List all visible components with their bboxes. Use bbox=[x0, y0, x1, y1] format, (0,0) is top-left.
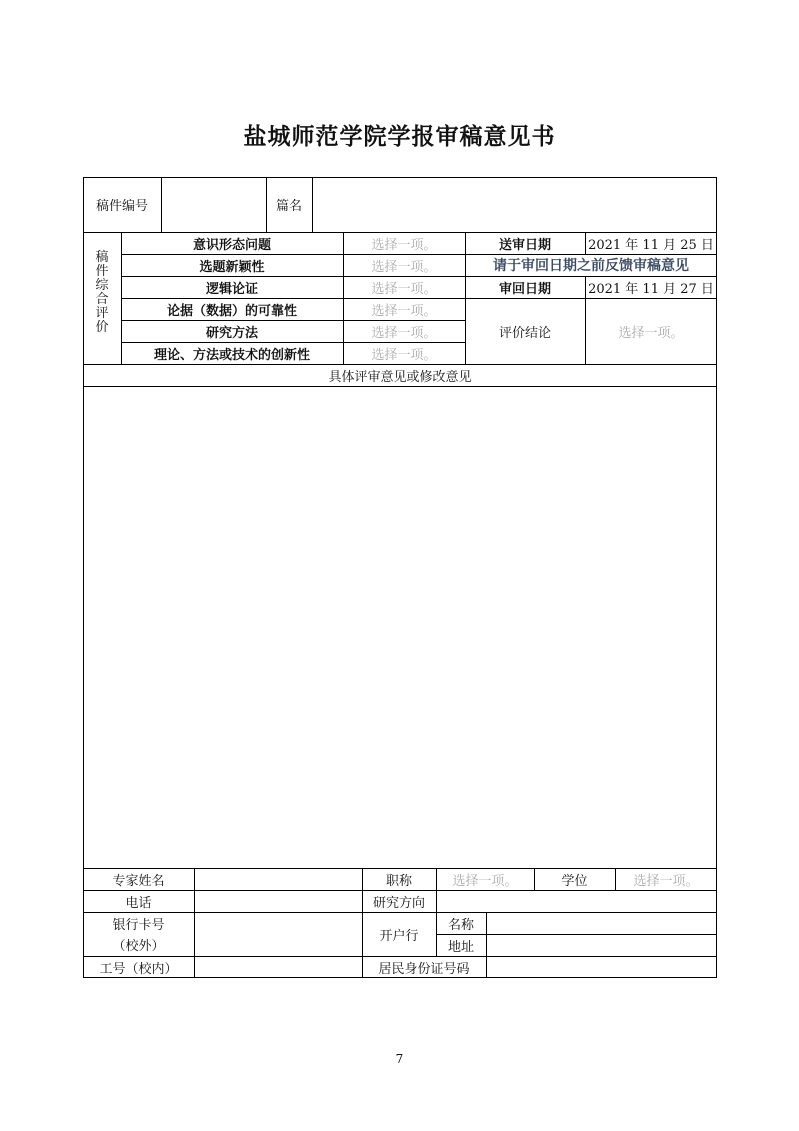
bank-name-input[interactable] bbox=[486, 912, 717, 934]
article-title-input[interactable] bbox=[312, 177, 717, 232]
article-title-label: 篇名 bbox=[275, 199, 302, 214]
bank-label: 开户行 bbox=[379, 928, 419, 944]
conclusion-select[interactable]: 选择一项。 bbox=[618, 325, 684, 341]
expert-name-input[interactable] bbox=[194, 868, 362, 890]
phone-input[interactable] bbox=[194, 890, 362, 912]
page-number: 7 bbox=[395, 1052, 404, 1066]
bank-address-label: 地址 bbox=[447, 939, 474, 955]
id-number-input[interactable] bbox=[486, 956, 717, 978]
bank-card-sublabel: （校外） bbox=[112, 938, 165, 954]
comments-label: 具体评审意见或修改意见 bbox=[328, 369, 472, 385]
page-title: 盐城师范学院学报审稿意见书 bbox=[243, 124, 556, 150]
send-date-value[interactable]: 2021 年 11 月 25 日 bbox=[588, 237, 714, 253]
conclusion-label: 评价结论 bbox=[498, 325, 551, 341]
degree-select[interactable]: 选择一项。 bbox=[633, 873, 699, 889]
phone-label: 电话 bbox=[125, 895, 152, 911]
return-date-label: 审回日期 bbox=[498, 281, 551, 297]
bank-card-input[interactable] bbox=[194, 912, 362, 956]
manuscript-no-input[interactable] bbox=[161, 177, 266, 232]
bank-address-input[interactable] bbox=[486, 934, 717, 956]
staff-no-input[interactable] bbox=[194, 956, 362, 978]
bank-card-label: 银行卡号 bbox=[112, 917, 165, 933]
eval-item-select[interactable]: 选择一项。 bbox=[371, 303, 437, 319]
comments-textarea[interactable] bbox=[83, 386, 717, 868]
eval-item-label: 选题新颖性 bbox=[199, 259, 265, 275]
deadline-notice: 请于审回日期之前反馈审稿意见 bbox=[493, 258, 689, 274]
manuscript-no-label: 稿件编号 bbox=[95, 199, 148, 214]
eval-item-select[interactable]: 选择一项。 bbox=[371, 347, 437, 363]
job-title-select[interactable]: 选择一项。 bbox=[452, 873, 518, 889]
eval-item-label: 理论、方法或技术的创新性 bbox=[153, 347, 310, 363]
degree-label: 学位 bbox=[561, 873, 588, 889]
eval-item-select[interactable]: 选择一项。 bbox=[371, 259, 437, 275]
eval-item-select[interactable]: 选择一项。 bbox=[371, 281, 437, 297]
bank-name-label: 名称 bbox=[447, 917, 474, 933]
expert-name-label: 专家姓名 bbox=[112, 873, 165, 889]
id-number-label: 居民身份证号码 bbox=[378, 961, 470, 977]
staff-no-label: 工号（校内） bbox=[99, 961, 178, 977]
research-direction-label: 研究方向 bbox=[372, 895, 425, 911]
eval-item-label: 论据（数据）的可靠性 bbox=[166, 303, 297, 319]
eval-item-label: 研究方法 bbox=[205, 325, 258, 341]
eval-item-label: 意识形态问题 bbox=[192, 237, 271, 253]
eval-item-label: 逻辑论证 bbox=[205, 281, 258, 297]
research-direction-input[interactable] bbox=[436, 890, 717, 912]
return-date-value[interactable]: 2021 年 11 月 27 日 bbox=[588, 281, 714, 297]
eval-item-select[interactable]: 选择一项。 bbox=[371, 237, 437, 253]
send-date-label: 送审日期 bbox=[498, 237, 551, 253]
job-title-label: 职称 bbox=[385, 873, 412, 889]
eval-item-select[interactable]: 选择一项。 bbox=[371, 325, 437, 341]
evaluation-group-label: 稿 件 综 合 评 价 bbox=[95, 250, 109, 335]
